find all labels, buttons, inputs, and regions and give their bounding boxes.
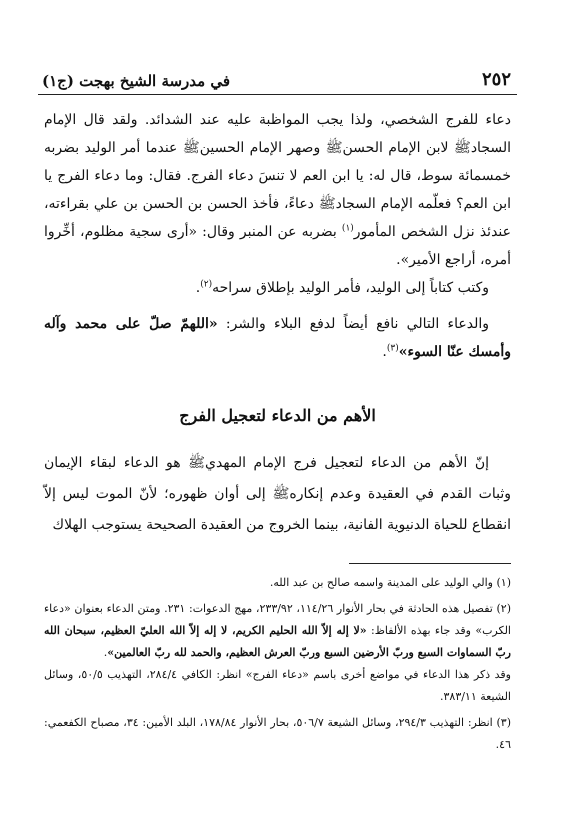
footnote-2-continued: وقد ذكر هذا الدعاء في مواضع أخرى باسم «دعاء الفرج» انظر: الكافي ٢٨٤/٤، التهذيب ٥٠/٥، وسائل الشيعة ٣٨٣/١١.: [44, 668, 511, 703]
paragraph-1: [44, 106, 511, 274]
paragraph-3-lead: والدعاء التالي نافع أيضاً لدفع البلاء والشر:: [217, 316, 489, 332]
paragraph-2: [44, 274, 511, 302]
footnote-2-quote: «لا إله إلاّ الله الحليم الكريم، لا إله إلاّ الله العليّ العظيم، سبحان الله ربّ السماوات السبع وربّ الأرضين السبع وربّ العرش العظيم، والحمد لله ربّ العالمين»: [44, 624, 511, 659]
footnote-2-end: .: [103, 646, 108, 659]
paragraph-1-tail: بضربه عن المنبر وقال: «أرى سجية مظلوم، أخِّروا أمره، أراجع الأمير».: [44, 224, 511, 268]
supplication-quote: «اللهمّ صلّ على محمد وآله وأمسك عنّا السوء»: [44, 316, 511, 360]
paragraph-3: [44, 310, 511, 366]
section-paragraph: إنّ الأهم من الدعاء لتعجيل فرج الإمام المهديﷺ هو الدعاء لبقاء الإيمان وثبات القدم في العقيدة وعدم إنكارهﷺ إلى أوان ظهوره؛ لأنّ الموت ليس إلاّ انقطاع للحياة الدنيوية الفانية، بينما الخروج من العقيدة الصحيحة يستوجب الهلاك: [44, 455, 511, 533]
page-number: ٢٥٢: [481, 69, 511, 90]
section-heading: الأهم من الدعاء لتعجيل الفرج: [179, 406, 376, 425]
page-header: [42, 62, 511, 90]
header-divider: [38, 94, 517, 95]
footnote-2: [44, 598, 511, 664]
footnote-1: (١) والي الوليد على المدينة واسمه صالح بن عبد الله.: [269, 576, 511, 589]
footnote-ref-3[interactable]: (٣): [386, 343, 399, 354]
footnote-divider: [349, 563, 511, 564]
footnote-ref-1[interactable]: (١): [341, 223, 354, 234]
paragraph-1-text: دعاء للفرج الشخصي، ولذا يجب المواظبة عليه عند الشدائد. ولقد قال الإمام السجادﷺ لابن الإمام الحسنﷺ وصهر الإمام الحسينﷺ عندما أمر الوليد بضربه خمسمائة سوط، قال له: يا ابن العم لا تنسَ دعاء الفرج. فقال: وما دعاء الفرج يا ابن العم؟ فعلّمه الإمام السجادﷺ دعاءً، فأخذ الحسن بن الحسن بن علي بقراءته، عندئذ نزل الشخص المأمور: [44, 112, 512, 240]
footnote-2-text: (٢) تفصيل هذه الحادثة في بحار الأنوار ١١٤/٢٦، ٢٣٣/٩٢، مهج الدعوات: ٢٣١. ومتن الدعاء بعنوان «دعاء الكرب» وقد جاء بهذه الألفاظ:: [44, 602, 512, 637]
paragraph-2-text: وكتب كتاباً إلى الوليد، فأمر الوليد بإطلاق سراحه: [212, 280, 489, 296]
section-text: [44, 448, 511, 541]
paragraph-2-tail: .: [195, 280, 201, 296]
footnotes: [44, 572, 511, 756]
running-title: في مدرسة الشيخ بهجت (ج١): [42, 72, 231, 90]
footnote-3: (٣) انظر: التهذيب ٢٩٤/٣، وسائل الشيعة ٥٠٦/٧، بحار الأنوار ١٧٨/٨٤، البلد الأمين: ٣٤، مصباح الكفعمي: ٤٦.: [44, 716, 511, 751]
footnote-ref-2[interactable]: (٢): [200, 279, 213, 290]
main-text: [44, 106, 511, 366]
paragraph-3-tail: .: [382, 344, 387, 360]
